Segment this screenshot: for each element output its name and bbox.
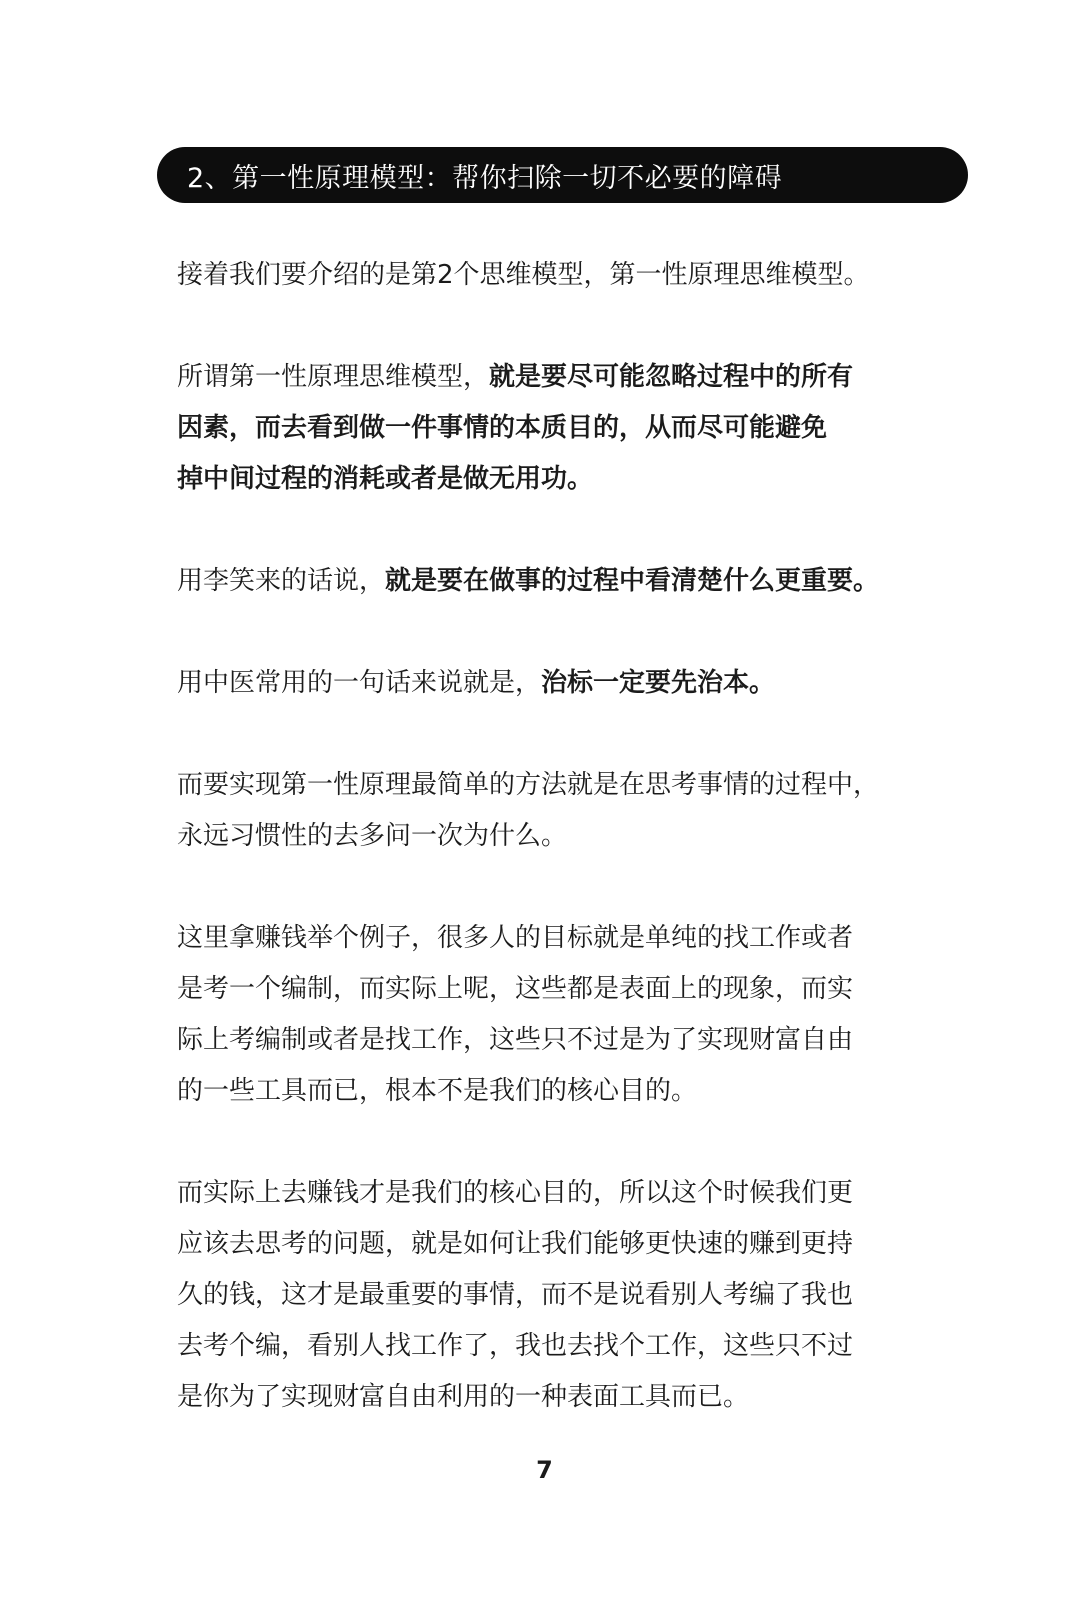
body-text: 用李笑来的话说， bbox=[177, 566, 386, 596]
paragraph bbox=[177, 1168, 957, 1423]
body-text: 是你为了实现财富自由利用的一种表面工具而已。 bbox=[177, 1382, 750, 1412]
paragraph bbox=[177, 658, 957, 709]
paragraph bbox=[177, 556, 957, 607]
text-line bbox=[177, 1066, 957, 1117]
text-line bbox=[177, 1270, 957, 1321]
body-text: 永远习惯性的去多问一次为什么。 bbox=[177, 821, 568, 851]
body-text: 的一些工具而已，根本不是我们的核心目的。 bbox=[177, 1076, 698, 1106]
section-heading: 2、第一性原理模型：帮你扫除一切不必要的障碍 bbox=[187, 162, 783, 194]
paragraph bbox=[177, 352, 957, 505]
text-line bbox=[177, 964, 957, 1015]
text-line bbox=[177, 403, 957, 454]
body-text: 接着我们要介绍的是第2个思维模型，第一性原理思维模型。 bbox=[177, 260, 870, 290]
emphasized-text: 就是要尽可能忽略过程中的所有 bbox=[489, 362, 854, 392]
text-line bbox=[177, 811, 957, 862]
emphasized-text: 因素，而去看到做一件事情的本质目的，从而尽可能避免 bbox=[177, 413, 828, 443]
body-text: 际上考编制或者是找工作，这些只不过是为了实现财富自由 bbox=[177, 1025, 854, 1055]
body-text: 去考个编，看别人找工作了，我也去找个工作，这些只不过 bbox=[177, 1331, 854, 1361]
section-heading-banner bbox=[157, 147, 968, 203]
paragraph bbox=[177, 250, 957, 301]
text-line bbox=[177, 658, 957, 709]
paragraph bbox=[177, 913, 957, 1117]
text-line bbox=[177, 250, 957, 301]
text-line bbox=[177, 556, 957, 607]
body-text: 久的钱，这才是最重要的事情，而不是说看别人考编了我也 bbox=[177, 1280, 854, 1310]
text-line bbox=[177, 1168, 957, 1219]
text-line bbox=[177, 1321, 957, 1372]
page-number: 7 bbox=[536, 1456, 553, 1484]
text-line bbox=[177, 1219, 957, 1270]
body-text: 而要实现第一性原理最简单的方法就是在思考事情的过程中， bbox=[177, 770, 880, 800]
paragraph bbox=[177, 760, 957, 862]
emphasized-text: 掉中间过程的消耗或者是做无用功。 bbox=[177, 464, 594, 494]
text-line bbox=[177, 352, 957, 403]
body-text: 所谓第一性原理思维模型， bbox=[177, 362, 490, 392]
text-line bbox=[177, 1015, 957, 1066]
text-line bbox=[177, 913, 957, 964]
text-line bbox=[177, 454, 957, 505]
emphasized-text: 治标一定要先治本。 bbox=[541, 668, 776, 698]
article-body bbox=[177, 250, 957, 1423]
body-text: 应该去思考的问题，就是如何让我们能够更快速的赚到更持 bbox=[177, 1229, 854, 1259]
body-text: 是考一个编制，而实际上呢，这些都是表面上的现象，而实 bbox=[177, 974, 854, 1004]
text-line bbox=[177, 760, 957, 811]
text-line bbox=[177, 1372, 957, 1423]
body-text: 而实际上去赚钱才是我们的核心目的，所以这个时候我们更 bbox=[177, 1178, 854, 1208]
body-text: 用中医常用的一句话来说就是， bbox=[177, 668, 542, 698]
body-text: 这里拿赚钱举个例子，很多人的目标就是单纯的找工作或者 bbox=[177, 923, 854, 953]
emphasized-text: 就是要在做事的过程中看清楚什么更重要。 bbox=[385, 566, 880, 596]
